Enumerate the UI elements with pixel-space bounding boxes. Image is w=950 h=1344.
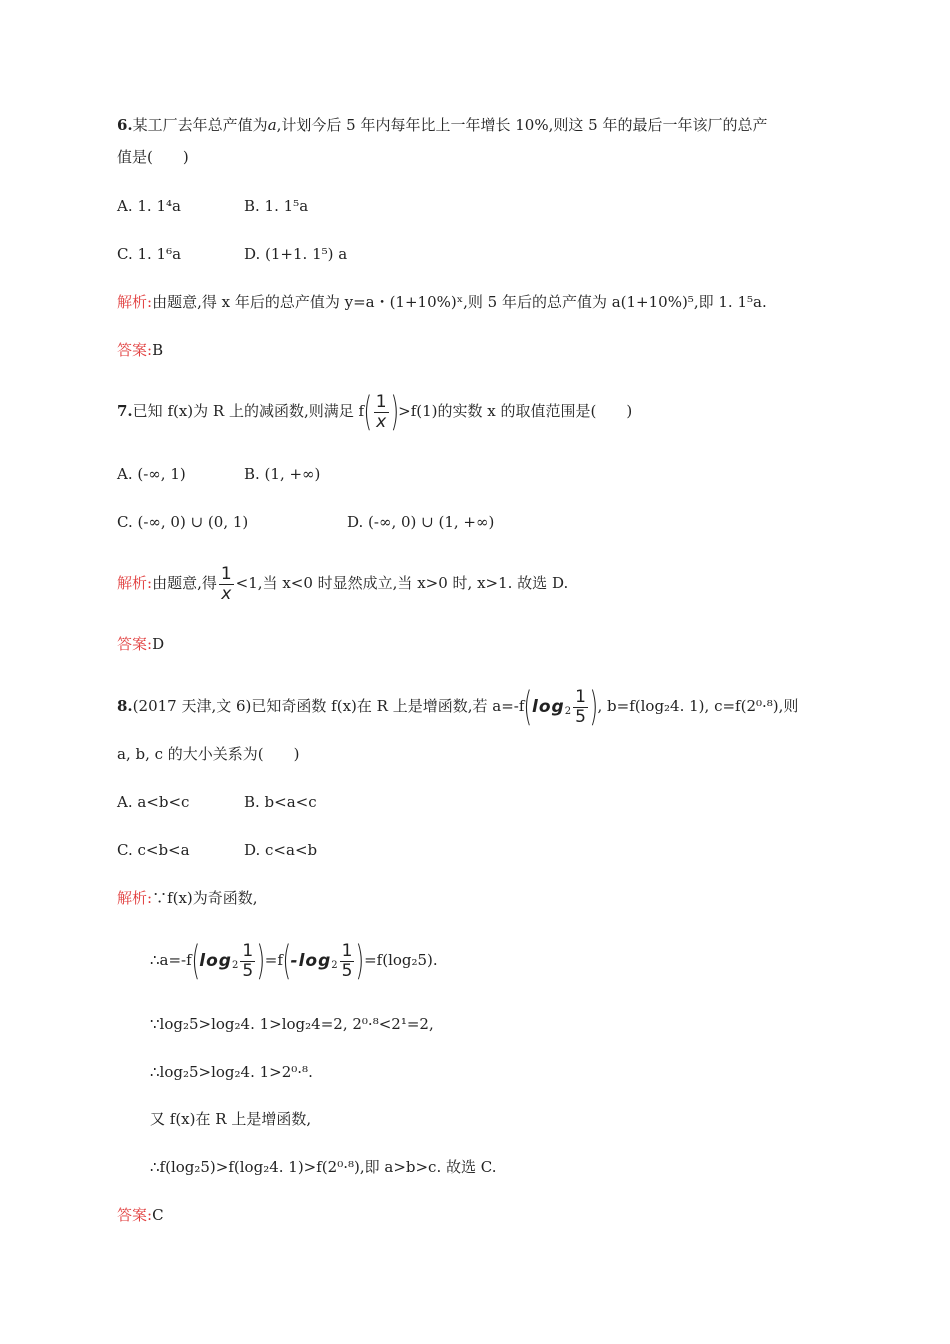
- q7-option-a: A. (-∞, 1): [117, 465, 186, 483]
- q7-stem: 7.已知 f(x)为 R 上的减函数,则满足 f( $\frac{1}{x}$ )>f(1)的实数 x 的取值范围是( ): [117, 389, 633, 435]
- q7-answer: [117, 633, 164, 655]
- q6-stem-part2: ,计划今后 5 年内每年比上一年增长 10%,则这 5 年的最后一年该厂的总产: [276, 116, 768, 134]
- q8-stem-line2: a, b, c 的大小关系为( ): [117, 745, 300, 763]
- q6-option-d: D. (1+1. 1⁵) a: [244, 245, 348, 263]
- q8-option-b: B. b<a<c: [244, 793, 317, 811]
- q8-number: 8.: [117, 697, 133, 715]
- q7-answer-value: D: [152, 635, 165, 653]
- q8-analysis-label: 解析:: [117, 889, 153, 907]
- q8-step1: $\therefore a=-f(\log_2$ $\frac{1}{5}$ )$=f(-\log_2$ $\frac{1}{5}$ )=f(log₂5).: [150, 938, 438, 984]
- q6-analysis-label: 解析:: [117, 293, 153, 311]
- q6-analysis-text: 由题意,得 x 年后的总产值为 y=a・(1+10%)ˣ,则 5 年后的总产值为 a(1+10%)⁵,即 1. 1⁵a.: [152, 293, 767, 311]
- q7-option-c: C. (-∞, 0) ∪ (0, 1): [117, 513, 249, 531]
- q6-stem-line1: [117, 114, 767, 136]
- q6-number: 6.: [117, 116, 133, 134]
- q8-step2: ∵log₂5>log₂4. 1>log₂4=2, 2⁰·⁸<2¹=2,: [150, 1015, 434, 1033]
- q6-answer: [117, 339, 163, 361]
- q8-step4: 又 f(x)在 R 上是增函数,: [150, 1110, 312, 1128]
- q7-number: 7.: [117, 402, 133, 420]
- q8-fraction: $\frac{1}{5}$: [575, 686, 586, 727]
- q7-stem-part1: 已知 f(x)为 R 上的减函数,则满足 f: [132, 402, 365, 420]
- q7-option-b: B. (1, +∞): [244, 465, 321, 483]
- q7-option-d: D. (-∞, 0) ∪ (1, +∞): [347, 513, 495, 531]
- q7-analysis-fraction: $\frac{1}{x}$: [220, 563, 232, 604]
- q8-analysis-line1: ∵f(x)为奇函数,: [152, 889, 258, 907]
- q7-answer-label: 答案:: [117, 635, 153, 653]
- q7-analysis-part1: 由题意,得: [152, 574, 217, 592]
- q6-answer-value: B: [152, 341, 164, 359]
- q8-answer: [117, 1204, 164, 1226]
- q8-step5: ∴f(log₂5)>f(log₂4. 1)>f(2⁰·⁸),即 a>b>c. 故选 C.: [150, 1158, 497, 1176]
- q8-option-c: C. c<b<a: [117, 841, 190, 859]
- q8-answer-value: C: [152, 1206, 164, 1224]
- q7-stem-part2: >f(1)的实数 x 的取值范围是( ): [398, 402, 633, 420]
- q6-stem-line2: 值是( ): [117, 148, 189, 166]
- q7-analysis: [117, 559, 568, 607]
- q8-option-a: A. a<b<c: [117, 793, 190, 811]
- q7-analysis-label: 解析:: [117, 574, 153, 592]
- q8-stem-part2: , b=f(log₂4. 1), c=f(2⁰·⁸),则: [597, 697, 799, 715]
- q8-option-d: D. c<a<b: [244, 841, 318, 859]
- q6-analysis: [117, 291, 767, 313]
- q8-stem-line1: 8.(2017 天津,文 6)已知奇函数 f(x)在 R 上是增函数,若 $a=-f(\log_2$ $\frac{1}{5}$ ), b=f(log₂4. 1), c=f(2⁰·⁸),则: [117, 684, 799, 730]
- q8-analysis: [117, 887, 258, 909]
- q8-answer-label: 答案:: [117, 1206, 153, 1224]
- q8-log: log: [532, 697, 565, 717]
- q7-analysis-part2: <1,当 x<0 时显然成立,当 x>0 时, x>1. 故选 D.: [235, 574, 569, 592]
- q6-option-a: A. 1. 1⁴a: [117, 197, 181, 215]
- q8-step3: ∴log₂5>log₂4. 1>2⁰·⁸.: [150, 1063, 313, 1081]
- q6-answer-label: 答案:: [117, 341, 153, 359]
- q6-option-c: C. 1. 1⁶a: [117, 245, 182, 263]
- q6-stem-part1: 某工厂去年总产值为: [132, 116, 268, 134]
- q6-option-b: B. 1. 1⁵a: [244, 197, 309, 215]
- q6-var-a: a: [267, 116, 277, 134]
- q8-stem-part1: (2017 天津,文 6)已知奇函数 f(x)在 R 上是增函数,若 a=-f: [132, 697, 525, 715]
- q7-fraction: $\frac{1}{x}$: [375, 391, 387, 432]
